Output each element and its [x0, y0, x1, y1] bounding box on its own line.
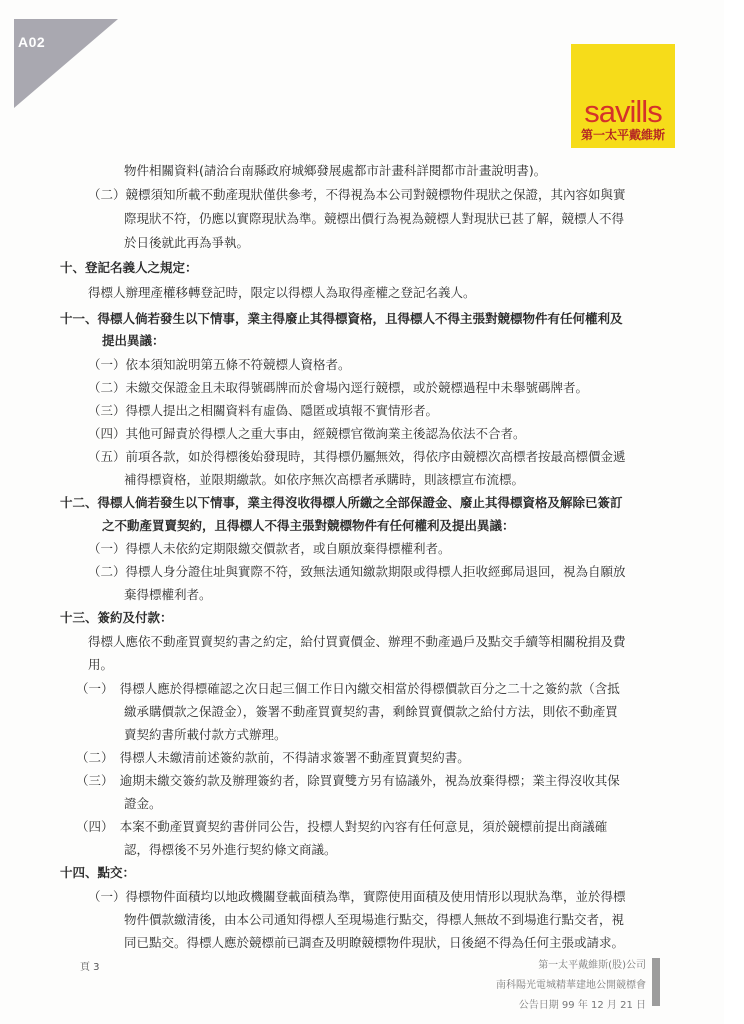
- body-line: （三） 逾期未繳交簽約款及辦理簽約者，除買賣雙方另有協議外，視為放棄得標；業主得沒收其保: [76, 773, 620, 788]
- body-line: 棄得標權利者。: [124, 587, 212, 602]
- body-line: （二）得標人身分證住址與實際不符，致無法通知繳款期限或得標人拒收經郵局退回，視為自願放: [88, 564, 626, 579]
- body-line: （一）得標人未依約定期限繳交價款者，或自願放棄得標權利者。: [88, 541, 451, 556]
- page-edge: [724, 0, 744, 1024]
- section-heading: 十一、得標人倘若發生以下情事，業主得廢止其得標資格，且得標人不得主張對競標物件有任何權利及: [60, 311, 623, 326]
- body-line: 賣契約書所載付款方式辦理。: [124, 727, 287, 742]
- body-line: 用。: [88, 657, 114, 672]
- document-code: A02: [18, 34, 46, 50]
- logo-wordmark: savills: [584, 94, 662, 129]
- body-line: （二）競標須知所載不動產現狀僅供參考，不得視為本公司對競標物件現狀之保證，其內容如與實: [88, 187, 626, 202]
- corner-tab: [14, 19, 118, 108]
- footer-bar: [652, 958, 660, 1006]
- savills-logo: [571, 44, 675, 148]
- body-line: （五）前項各款，如於得標後始發現時，其得標仍屬無效，得依序由競標次高標者按最高標價金遞: [88, 449, 626, 464]
- body-line: （一）得標物件面積均以地政機關登載面積為準，實際使用面積及使用情形以現狀為準，並於得標: [88, 889, 626, 904]
- footer-event: 南科陽光電城精華建地公開競標會: [496, 980, 646, 991]
- body-line: 物件相關資料(請洽台南縣政府城鄉發展處都市計畫科詳閱都市計畫說明書)。: [124, 163, 547, 178]
- body-line: （一） 得標人應於得標確認之次日起三個工作日內繳交相當於得標價款百分之二十之簽約款（含抵: [76, 681, 620, 696]
- body-line: 補得標資格，並限期繳款。如依序無次高標者承購時，則該標宣布流標。: [124, 472, 525, 487]
- body-line: 證金。: [124, 796, 162, 811]
- section-heading: 十三、簽約及付款：: [60, 610, 173, 625]
- page-number: 頁 3: [80, 962, 100, 973]
- logo-subtitle: 第一太平戴維斯: [580, 128, 665, 142]
- section-heading: 十四、點交：: [60, 865, 136, 880]
- section-heading: 之不動產買賣契約，且得標人不得主張對競標物件有任何權利及提出異議：: [102, 518, 515, 533]
- section-heading: 提出異議：: [102, 333, 165, 348]
- body-line: （一）依本須知說明第五條不符競標人資格者。: [88, 357, 351, 372]
- body-line: 物件價款繳清後，由本公司通知得標人至現場進行點交，得標人無故不到場進行點交者，視: [124, 912, 625, 927]
- footer: [496, 956, 646, 1016]
- footer-company: 第一太平戴維斯(股)公司: [538, 960, 646, 971]
- body-line: 得標人應依不動產買賣契約書之約定，給付買賣價金、辦理不動產過戶及點交手續等相關稅捐及費: [88, 634, 626, 649]
- body-line: （二） 得標人未繳清前述簽約款前，不得請求簽署不動產買賣契約書。: [76, 750, 470, 765]
- section-heading: 十二、得標人倘若發生以下情事，業主得沒收得標人所繳之全部保證金、廢止其得標資格及解除已簽訂: [60, 495, 623, 510]
- footer-date: 公告日期 99 年 12 月 21 日: [518, 1000, 646, 1011]
- section-heading: 十、登記名義人之規定：: [60, 260, 198, 275]
- body-line: 繳承購價款之保證金），簽署不動產買賣契約書，剩餘買賣價款之給付方法，則依不動產買: [124, 704, 618, 719]
- body-line: （四）其他可歸責於得標人之重大事由，經競標官徵詢業主後認為依法不合者。: [88, 426, 526, 441]
- body-line: （三）得標人提出之相關資料有虛偽、隱匿或填報不實情形者。: [88, 403, 439, 418]
- body-line: 同已點交。得標人應於競標前已調查及明瞭競標物件現狀，日後絕不得為任何主張或請求。: [124, 935, 625, 950]
- body-line: 於日後就此再為爭執。: [124, 235, 250, 250]
- body-line: （二）未繳交保證金且未取得號碼牌而於會場內逕行競標，或於競標過程中未舉號碼牌者。: [88, 380, 589, 395]
- body-line: 得標人辦理產權移轉登記時，限定以得標人為取得產權之登記名義人。: [88, 285, 476, 300]
- body-line: 際現狀不符，仍應以實際現狀為準。競標出價行為視為競標人對現狀已甚了解，競標人不得: [124, 211, 625, 226]
- body-line: 認，得標後不另外進行契約條文商議。: [124, 842, 337, 857]
- body-line: （四） 本案不動產買賣契約書併同公告，投標人對契約內容有任何意見，須於競標前提出商議確: [76, 819, 608, 834]
